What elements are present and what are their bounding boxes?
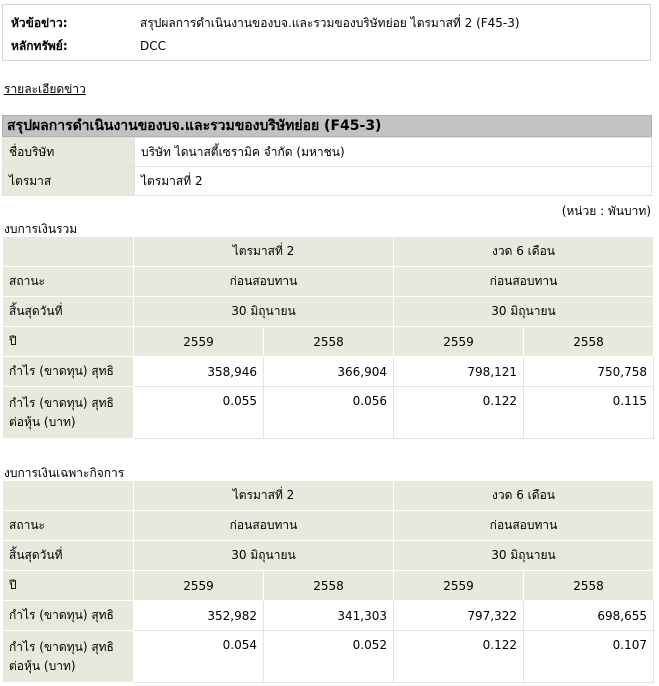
table-row bbox=[3, 357, 654, 387]
eps-cell: 0.122 bbox=[394, 387, 524, 439]
news-detail-link[interactable]: รายละเอียดข่าว bbox=[4, 82, 86, 96]
year-label: ปี bbox=[3, 327, 134, 357]
col-six-months-header: งวด 6 เดือน bbox=[394, 237, 654, 267]
net-profit-cell: 358,946 bbox=[134, 357, 264, 387]
net-profit-cell: 797,322 bbox=[394, 601, 524, 631]
status-label: สถานะ bbox=[3, 267, 134, 297]
col-quarter-header: ไตรมาสที่ 2 bbox=[134, 237, 394, 267]
status-label: สถานะ bbox=[3, 511, 134, 541]
eps-cell: 0.056 bbox=[264, 387, 394, 439]
end-quarter: 30 มิถุนายน bbox=[134, 297, 394, 327]
table-row bbox=[3, 237, 654, 267]
status-quarter: ก่อนสอบทาน bbox=[134, 267, 394, 297]
report-title: สรุปผลการดำเนินงานของบจ.และรวมของบริษัทย่อย (F45-3) bbox=[2, 115, 652, 137]
col-six-months-header: งวด 6 เดือน bbox=[394, 481, 654, 511]
news-header-box bbox=[2, 4, 651, 61]
table-row bbox=[3, 511, 654, 541]
table-row bbox=[3, 387, 654, 439]
period-end-label: สิ้นสุดวันที่ bbox=[3, 297, 134, 327]
separate-section-title: งบการเงินเฉพาะกิจการ bbox=[4, 466, 125, 480]
quarter-row bbox=[3, 167, 652, 196]
net-profit-cell: 798,121 bbox=[394, 357, 524, 387]
net-profit-cell: 750,758 bbox=[524, 357, 654, 387]
year-cell: 2559 bbox=[394, 327, 524, 357]
col-quarter-header: ไตรมาสที่ 2 bbox=[134, 481, 394, 511]
eps-label: กำไร (ขาดทุน) สุทธิต่อหุ้น (บาท) bbox=[3, 387, 134, 439]
year-label: ปี bbox=[3, 571, 134, 601]
table-row bbox=[3, 601, 654, 631]
period-end-label: สิ้นสุดวันที่ bbox=[3, 541, 134, 571]
net-profit-cell: 352,982 bbox=[134, 601, 264, 631]
net-profit-label: กำไร (ขาดทุน) สุทธิ bbox=[3, 357, 134, 387]
eps-cell: 0.122 bbox=[394, 631, 524, 683]
table-row bbox=[3, 327, 654, 357]
end-quarter: 30 มิถุนายน bbox=[134, 541, 394, 571]
security-label: หลักทรัพย์: bbox=[11, 39, 68, 53]
eps-cell: 0.054 bbox=[134, 631, 264, 683]
company-info-table bbox=[2, 137, 652, 196]
table-row bbox=[3, 541, 654, 571]
table-row bbox=[3, 267, 654, 297]
table-row bbox=[3, 297, 654, 327]
status-quarter: ก่อนสอบทาน bbox=[134, 511, 394, 541]
unit-note: (หน่วย : พันบาท) bbox=[561, 204, 651, 218]
quarter-value: ไตรมาสที่ 2 bbox=[135, 167, 652, 196]
net-profit-cell: 698,655 bbox=[524, 601, 654, 631]
security-value: DCC bbox=[140, 39, 166, 53]
end-six: 30 มิถุนายน bbox=[394, 541, 654, 571]
status-six: ก่อนสอบทาน bbox=[394, 267, 654, 297]
year-cell: 2558 bbox=[524, 571, 654, 601]
end-six: 30 มิถุนายน bbox=[394, 297, 654, 327]
consolidated-table bbox=[2, 236, 654, 439]
eps-cell: 0.107 bbox=[524, 631, 654, 683]
year-cell: 2559 bbox=[394, 571, 524, 601]
consolidated-section-title: งบการเงินรวม bbox=[4, 222, 78, 236]
status-six: ก่อนสอบทาน bbox=[394, 511, 654, 541]
net-profit-cell: 366,904 bbox=[264, 357, 394, 387]
year-cell: 2558 bbox=[264, 327, 394, 357]
subject-value: สรุปผลการดำเนินงานของบจ.และรวมของบริษัทย่อย ไตรมาสที่ 2 (F45-3) bbox=[140, 16, 520, 30]
year-cell: 2559 bbox=[134, 571, 264, 601]
eps-label: กำไร (ขาดทุน) สุทธิต่อหุ้น (บาท) bbox=[3, 631, 134, 683]
year-cell: 2559 bbox=[134, 327, 264, 357]
company-value: บริษัท ไดนาสตี้เซรามิค จำกัด (มหาชน) bbox=[135, 138, 652, 167]
table-row bbox=[3, 481, 654, 511]
year-cell: 2558 bbox=[524, 327, 654, 357]
table-row bbox=[3, 631, 654, 683]
year-cell: 2558 bbox=[264, 571, 394, 601]
subject-label: หัวข้อข่าว: bbox=[11, 16, 68, 30]
eps-cell: 0.052 bbox=[264, 631, 394, 683]
company-label: ชื่อบริษัท bbox=[3, 138, 135, 167]
net-profit-label: กำไร (ขาดทุน) สุทธิ bbox=[3, 601, 134, 631]
quarter-label: ไตรมาส bbox=[3, 167, 135, 196]
eps-cell: 0.115 bbox=[524, 387, 654, 439]
separate-table bbox=[2, 480, 654, 683]
table-row bbox=[3, 571, 654, 601]
eps-cell: 0.055 bbox=[134, 387, 264, 439]
company-row bbox=[3, 138, 652, 167]
net-profit-cell: 341,303 bbox=[264, 601, 394, 631]
